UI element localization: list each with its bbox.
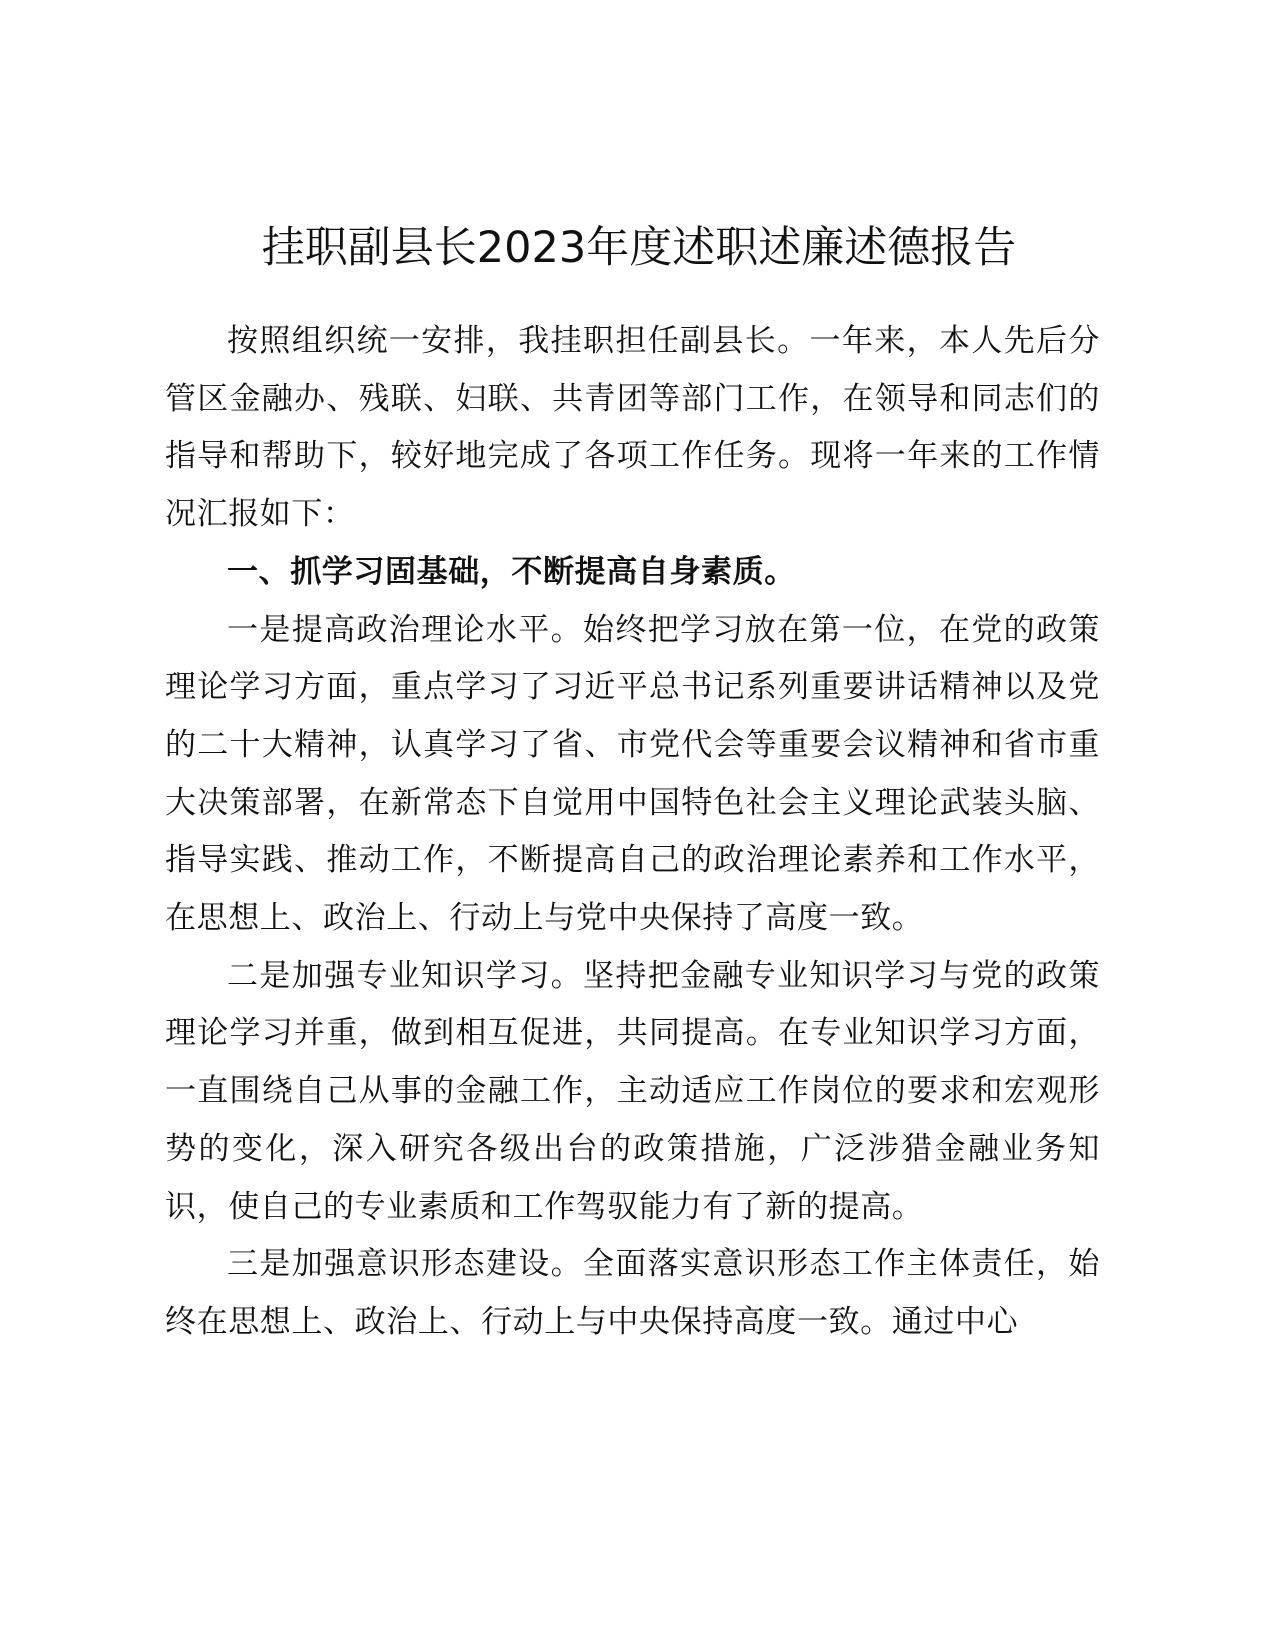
paragraph-political-theory: 一是提高政治理论水平。始终把学习放在第一位，在党的政策理论学习方面，重点学习了习近平总书记系列重要讲话精神以及党的二十大精神，认真学习了省、市党代会等重要会议精神和省市重大决策部署，在新常态下自觉用中国特色社会主义理论武装头脑、指导实践、推动工作，不断提高自己的政治理论素养和工作水平，在思想上、政治上、行动上与党中央保持了高度一致。 [165, 611, 1100, 937]
document-title: 挂职副县长2023年度述职述廉述德报告 [261, 223, 1017, 273]
paragraph-professional-study: 二是加强专业知识学习。坚持把金融专业知识学习与党的政策理论学习并重，做到相互促进，共同提高。在专业知识学习方面，一直围绕自己从事的金融工作，主动适应工作岗位的要求和宏观形势的变化，深入研究各级出台的政策措施，广泛涉猎金融业务知识，使自己的专业素质和工作驾驭能力有了新的提高。 [165, 957, 1100, 1225]
paragraph-intro: 按照组织统一安排，我挂职担任副县长。一年来，本人先后分管区金融办、残联、妇联、共青团等部门工作，在领导和同志们的指导和帮助下，较好地完成了各项工作任务。现将一年来的工作情况汇报如下： [165, 323, 1100, 533]
section-heading-1: 一、抓学习固基础，不断提高自身素质。 [227, 553, 796, 590]
paragraph-ideology: 三是加强意识形态建设。全面落实意识形态工作主体责任，始终在思想上、政治上、行动上与中央保持高度一致。通过中心 [165, 1246, 1100, 1340]
document-body [165, 313, 1100, 1352]
